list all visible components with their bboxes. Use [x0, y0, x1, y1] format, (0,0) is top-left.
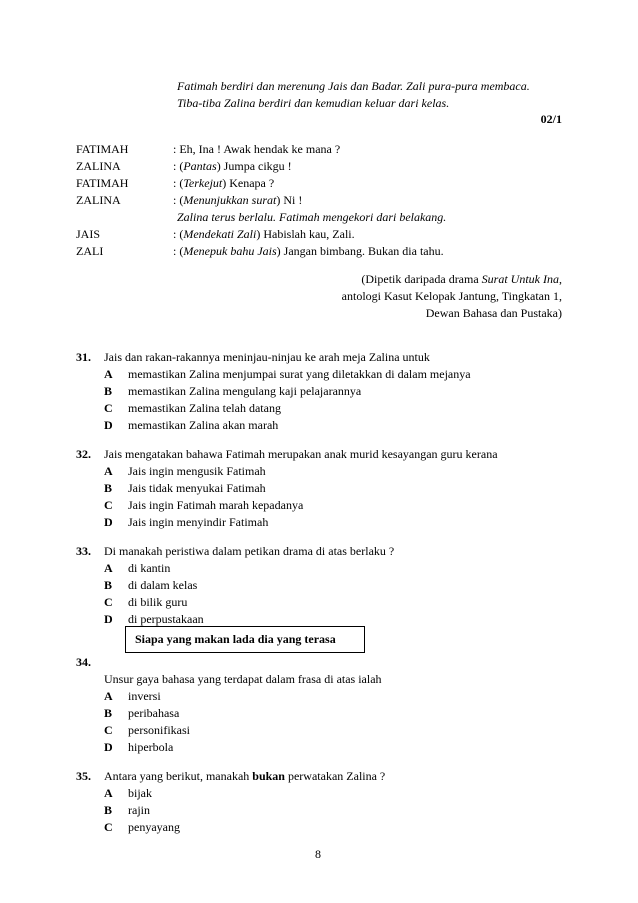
- option-d[interactable]: [104, 516, 268, 528]
- option-d[interactable]: [104, 613, 204, 625]
- line-text: : (: [173, 176, 184, 190]
- option-letter: B: [104, 578, 113, 592]
- source-line-1: [361, 273, 562, 285]
- option-d[interactable]: [104, 741, 173, 753]
- proverb-box: Siapa yang makan lada dia yang terasa: [125, 626, 365, 653]
- option-text: memastikan Zalina menjumpai surat yang diletakkan di dalam mejanya: [128, 367, 471, 381]
- line-text: : (: [173, 159, 184, 173]
- line-direction: Mendekati Zali: [183, 227, 257, 241]
- line-direction: Terkejut: [183, 176, 223, 190]
- source-text: ,: [559, 272, 562, 286]
- option-a[interactable]: [104, 690, 161, 702]
- option-b[interactable]: [104, 707, 179, 719]
- line-direction: Pantas: [183, 159, 217, 173]
- option-text: memastikan Zalina mengulang kaji pelajarannya: [128, 384, 362, 398]
- line-text: : Eh, Ina ! Awak hendak ke mana ?: [173, 142, 341, 156]
- question-number: 34.: [76, 655, 91, 669]
- line-text: ) Habislah kau, Zali.: [256, 227, 355, 241]
- option-text: bijak: [128, 786, 152, 800]
- option-a[interactable]: [104, 368, 471, 380]
- source-text: (Dipetik daripada drama: [361, 272, 482, 286]
- option-letter: C: [104, 595, 113, 609]
- option-text: memastikan Zalina telah datang: [128, 401, 281, 415]
- option-b[interactable]: [104, 579, 197, 591]
- line: [173, 143, 340, 155]
- option-text: hiperbola: [128, 740, 174, 754]
- option-text: di dalam kelas: [128, 578, 198, 592]
- source-line-2: antologi Kasut Kelopak Jantung, Tingkatan 1,: [341, 289, 562, 303]
- option-text: memastikan Zalina akan marah: [128, 418, 279, 432]
- line: [173, 160, 292, 172]
- option-a[interactable]: [104, 787, 152, 799]
- option-a[interactable]: [104, 562, 170, 574]
- speaker: ZALINA: [76, 193, 121, 207]
- line: [173, 177, 274, 189]
- line-text: : (: [173, 227, 184, 241]
- line-direction: Menunjukkan surat: [183, 193, 277, 207]
- option-text: Jais ingin Fatimah marah kepadanya: [128, 498, 304, 512]
- option-b[interactable]: [104, 482, 266, 494]
- option-text: inversi: [128, 689, 161, 703]
- option-b[interactable]: [104, 804, 150, 816]
- option-text: peribahasa: [128, 706, 180, 720]
- option-letter: C: [104, 723, 113, 737]
- speaker: FATIMAH: [76, 176, 129, 190]
- option-letter: A: [104, 786, 113, 800]
- option-letter: A: [104, 561, 113, 575]
- option-c[interactable]: [104, 596, 187, 608]
- question-text: Di manakah peristiwa dalam petikan drama di atas berlaku ?: [104, 544, 395, 558]
- option-letter: B: [104, 481, 113, 495]
- option-c[interactable]: [104, 821, 180, 833]
- option-letter: D: [104, 740, 113, 754]
- question-text: Unsur gaya bahasa yang terdapat dalam frasa di atas ialah: [104, 672, 382, 686]
- option-letter: A: [104, 367, 113, 381]
- option-c[interactable]: [104, 724, 190, 736]
- question-number: 31.: [76, 350, 91, 364]
- option-letter: C: [104, 820, 113, 834]
- option-letter: B: [104, 803, 113, 817]
- line-text: ) Jumpa cikgu !: [216, 159, 292, 173]
- source-line-3: Dewan Bahasa dan Pustaka): [425, 306, 562, 320]
- option-d[interactable]: [104, 419, 278, 431]
- question-number: 32.: [76, 447, 91, 461]
- question-text-part: perwatakan Zalina ?: [284, 769, 386, 783]
- option-letter: A: [104, 689, 113, 703]
- question-text: Jais dan rakan-rakannya meninjau-ninjau ke arah meja Zalina untuk: [104, 350, 430, 364]
- question-number: 35.: [76, 769, 91, 783]
- line-text: ) Ni !: [276, 193, 303, 207]
- question-text: [104, 770, 385, 782]
- option-c[interactable]: [104, 402, 281, 414]
- option-text: Jais ingin menyindir Fatimah: [128, 515, 269, 529]
- option-letter: D: [104, 418, 113, 432]
- speaker: ZALI: [76, 244, 104, 258]
- line-text: ) Kenapa ?: [222, 176, 275, 190]
- page-number: 8: [315, 847, 321, 861]
- stage-direction-line-1: Fatimah berdiri dan merenung Jais dan Badar. Zali pura-pura membaca.: [177, 79, 530, 93]
- stage-direction-line-2: Tiba-tiba Zalina berdiri dan kemudian keluar dari kelas.: [177, 96, 450, 110]
- line: [173, 245, 444, 257]
- option-text: rajin: [128, 803, 150, 817]
- option-b[interactable]: [104, 385, 361, 397]
- option-text: di bilik guru: [128, 595, 188, 609]
- question-text-part: Antara yang berikut, manakah: [104, 769, 253, 783]
- source-title: Surat Untuk Ina: [481, 272, 559, 286]
- option-text: personifikasi: [128, 723, 190, 737]
- question-number: 33.: [76, 544, 91, 558]
- option-letter: A: [104, 464, 113, 478]
- line-direction: Menepuk bahu Jais: [183, 244, 277, 258]
- option-c[interactable]: [104, 499, 303, 511]
- line: [173, 194, 302, 206]
- option-a[interactable]: [104, 465, 266, 477]
- line-text: ) Jangan bimbang. Bukan dia tahu.: [276, 244, 444, 258]
- option-text: penyayang: [128, 820, 180, 834]
- question-text-emphasis: bukan: [252, 769, 285, 783]
- option-letter: B: [104, 706, 113, 720]
- line-text: : (: [173, 244, 184, 258]
- line-text: : (: [173, 193, 184, 207]
- question-text: Jais mengatakan bahawa Fatimah merupakan anak murid kesayangan guru kerana: [104, 447, 498, 461]
- line: [173, 228, 355, 240]
- paper-code: 02/1: [540, 112, 562, 126]
- option-letter: D: [104, 612, 113, 626]
- speaker: FATIMAH: [76, 142, 129, 156]
- option-letter: B: [104, 384, 113, 398]
- speaker: JAIS: [76, 227, 101, 241]
- option-text: Jais tidak menyukai Fatimah: [128, 481, 266, 495]
- stage-direction-line-3: Zalina terus berlalu. Fatimah mengekori dari belakang.: [177, 210, 447, 224]
- option-text: Jais ingin mengusik Fatimah: [128, 464, 266, 478]
- option-text: di kantin: [128, 561, 171, 575]
- option-letter: D: [104, 515, 113, 529]
- option-letter: C: [104, 401, 113, 415]
- option-text: di perpustakaan: [128, 612, 204, 626]
- speaker: ZALINA: [76, 159, 121, 173]
- option-letter: C: [104, 498, 113, 512]
